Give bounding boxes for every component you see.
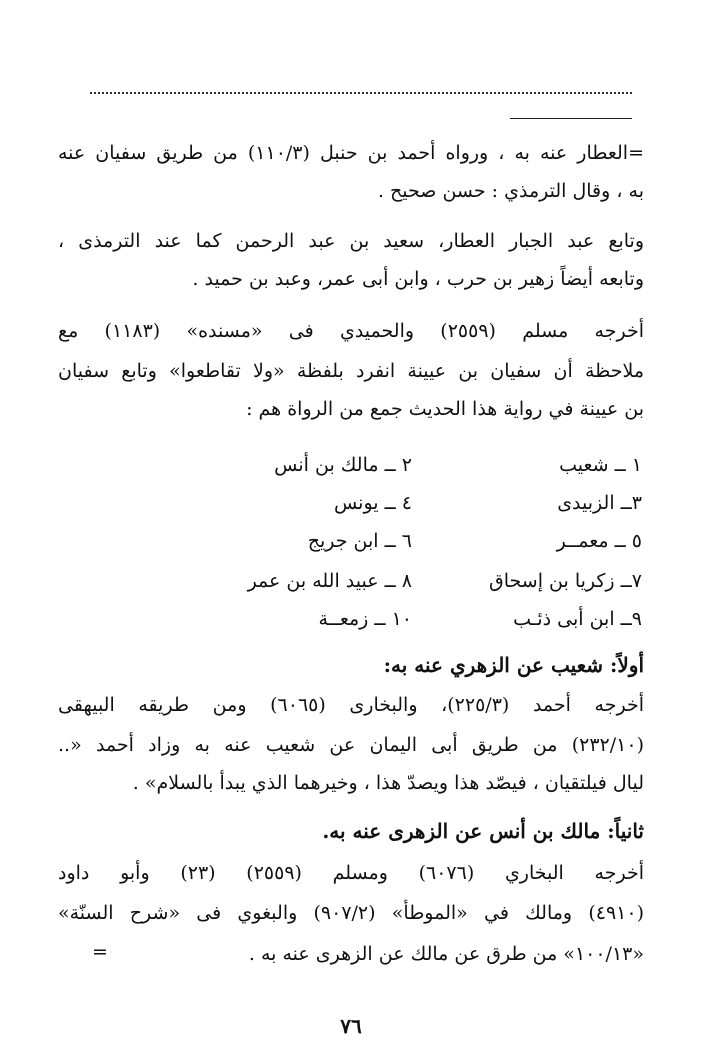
top-block-line-2: به ، وقال الترمذي : حسن صحيح . [377, 180, 644, 202]
narrator-4: ٤ ــ يونس [333, 492, 412, 514]
para3-line-3: بن عيينة في رواية هذا الحديث جمع من الرواة هم : [246, 398, 644, 420]
heading-second: ثانياً: مالك بن أنس عن الزهرى عنه به. [322, 819, 644, 843]
section1-line-1: أخرجه أحمد (٢٢٥/٣)، والبخارى (٦٠٦٥) ومن طريقه البيهقى [58, 694, 644, 716]
section1-line-3: ليال فيلتقيان ، فيصّد هذا ويصدّ هذا ، وخيرهما الذي يبدأ بالسلام» . [132, 772, 644, 794]
footnote-dotted-separator [90, 92, 632, 94]
section2-line-3: «١٠٠/١٣» من طرق عن مالك عن الزهرى عنه به . [248, 943, 644, 965]
para3-line-2: ملاحظة أن سفيان بن عيينة انفرد بلفظة «ولا تقاطعوا» وتابع سفيان [58, 360, 644, 382]
narrator-2: ٢ ــ مالك بن أنس [274, 454, 412, 476]
section2-line-1: أخرجه البخاري (٦٠٧٦) ومسلم (٢٥٥٩) (٢٣) وأبو داود [58, 862, 644, 884]
para2-line-1: وتابع عبد الجبار العطار، سعيد بن عبد الرحمن كما عند الترمذى ، [58, 230, 644, 252]
narrator-8: ٨ ــ عبيد الله بن عمر [247, 570, 412, 592]
heading-first: أولاً: شعيب عن الزهري عنه به: [383, 653, 644, 677]
section1-line-2: (٢٣٢/١٠) من طريق أبى اليمان عن شعيب عنه به وزاد أحمد «.. [58, 734, 644, 756]
narrator-5: ٥ ــ معمــر [556, 530, 642, 552]
section2-line-2: (٤٩١٠) ومالك في «الموطأ» (٩٠٧/٢) والبغوي فى «شرح السنّة» [58, 902, 644, 924]
top-block-line-1: =العطار عنه به ، ورواه أحمد بن حنبل (١١٠/٣) من طريق سفيان عنه [58, 142, 645, 164]
page-number: ٧٦ [340, 1014, 362, 1038]
para3-line-1: أخرجه مسلم (٢٥٥٩) والحميدي فى «مسنده» (١١٨٣) مع [58, 320, 644, 342]
narrator-7: ٧ــ زكريا بن إسحاق [489, 570, 642, 592]
narrator-6: ٦ ــ ابن جريج [307, 530, 412, 552]
narrator-9: ٩ــ ابن أبى ذئـب [513, 608, 642, 630]
continuation-mark: = [92, 941, 108, 963]
narrator-1: ١ ــ شعيب [559, 454, 642, 476]
para2-line-2: وتابعه أيضاً زهير بن حرب ، وابن أبى عمر، وعبد بن حميد . [192, 268, 644, 290]
narrator-10: ١٠ ــ زمعــة [318, 608, 412, 630]
footnote-rule [510, 118, 632, 119]
narrator-3: ٣ــ الزبيدى [557, 492, 642, 514]
